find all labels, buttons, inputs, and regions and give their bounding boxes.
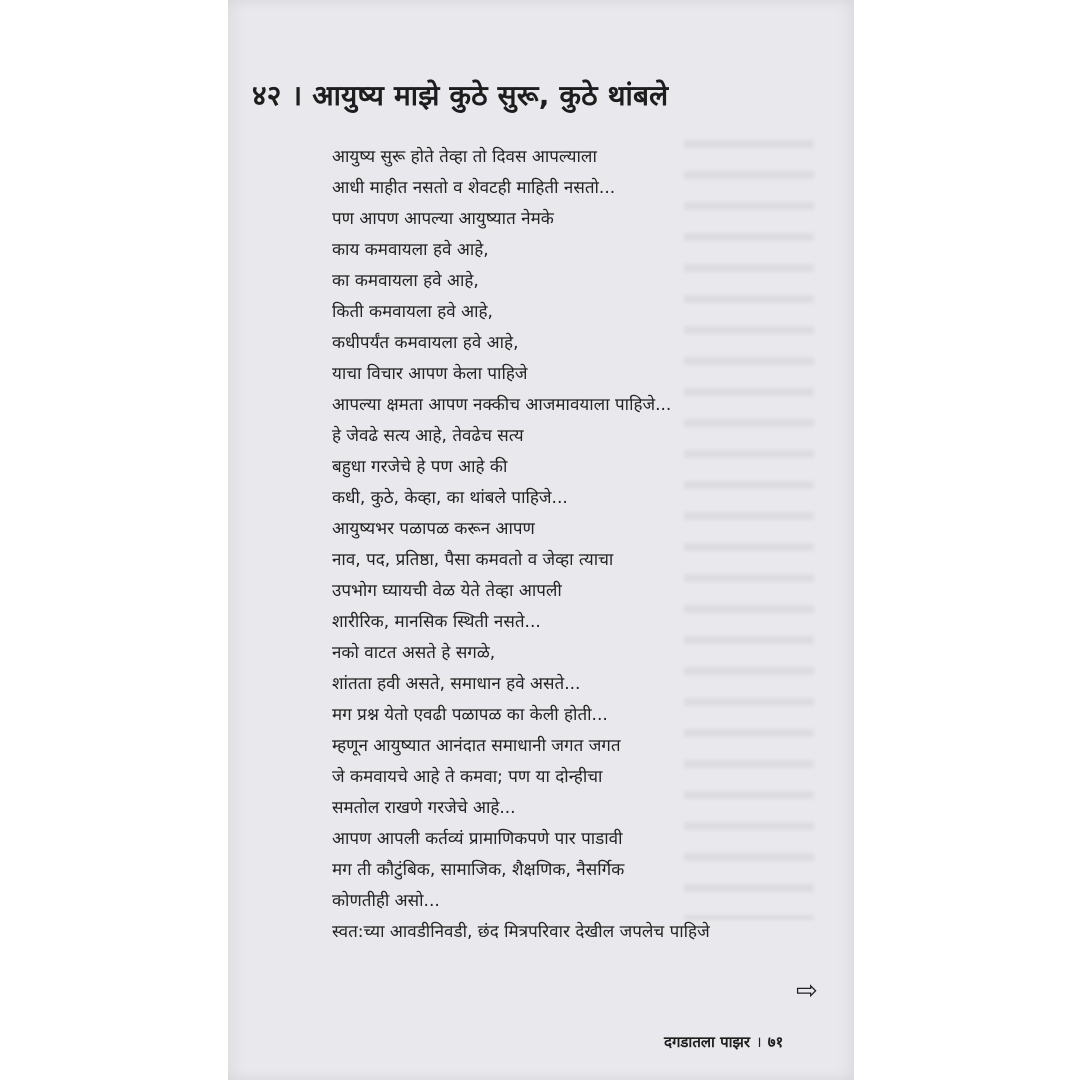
poem-line: पण आपण आपल्या आयुष्यात नेमके xyxy=(332,209,554,229)
poem-line: आपण आपली कर्तव्यं प्रामाणिकपणे पार पाडावी xyxy=(332,829,623,849)
book-title: दगडातला पाझर xyxy=(664,1033,751,1051)
poem-line: मग प्रश्न येतो एवढी पळापळ का केली होती... xyxy=(332,705,608,725)
poem-line: म्हणून आयुष्यात आनंदात समाधानी जगत जगत xyxy=(332,736,621,756)
poem-line: नाव, पद, प्रतिष्ठा, पैसा कमवतो व जेव्हा त्याचा xyxy=(332,550,614,570)
poem-line: उपभोग घ्यायची वेळ येते तेव्हा आपली xyxy=(332,581,562,601)
poem-line: आधी माहीत नसतो व शेवटही माहिती नसतो... xyxy=(332,178,616,198)
poem-line: किती कमवायला हवे आहे, xyxy=(332,302,493,322)
poem-line: कधीपर्यंत कमवायला हवे आहे, xyxy=(332,333,519,353)
poem-line: आयुष्यभर पळापळ करून आपण xyxy=(332,519,535,539)
poem-line: स्वत:च्या आवडीनिवडी, छंद मित्रपरिवार देखील जपलेच पाहिजे xyxy=(332,922,710,942)
page-footer xyxy=(664,1032,783,1052)
poem-line: शांतता हवी असते, समाधान हवे असते... xyxy=(332,674,581,694)
poem-line: शारीरिक, मानसिक स्थिती नसते... xyxy=(332,612,541,632)
poem-line: का कमवायला हवे आहे, xyxy=(332,271,479,291)
poem-line: आपल्या क्षमता आपण नक्कीच आजमावयाला पाहिजे... xyxy=(332,395,672,415)
continue-arrow-icon: ⇨ xyxy=(796,976,818,1006)
poem-line: नको वाटत असते हे सगळे, xyxy=(332,643,496,663)
page-number: ७१ xyxy=(767,1033,784,1051)
poem-line: काय कमवायला हवे आहे, xyxy=(332,240,489,260)
poem-line: याचा विचार आपण केला पाहिजे xyxy=(332,364,528,384)
book-page xyxy=(228,0,854,1080)
poem-line: समतोल राखणे गरजेचे आहे... xyxy=(332,798,516,818)
poem-line: बहुधा गरजेचे हे पण आहे की xyxy=(332,457,508,477)
chapter-heading: ४२ । आयुष्य माझे कुठे सुरू, कुठे थांबले xyxy=(252,79,669,112)
poem-line: मग ती कौटुंबिक, सामाजिक, शैक्षणिक, नैसर्गिक xyxy=(332,860,625,880)
poem-line: हे जेवढे सत्य आहे, तेवढेच सत्य xyxy=(332,426,524,446)
poem-body xyxy=(332,142,832,948)
poem-line: आयुष्य सुरू होते तेव्हा तो दिवस आपल्याला xyxy=(332,147,597,167)
poem-line: जे कमवायचे आहे ते कमवा; पण या दोन्हीचा xyxy=(332,767,603,787)
footer-separator: । xyxy=(756,1033,762,1051)
poem-line: कोणतीही असो... xyxy=(332,891,440,911)
poem-line: कधी, कुठे, केव्हा, का थांबले पाहिजे... xyxy=(332,488,568,508)
